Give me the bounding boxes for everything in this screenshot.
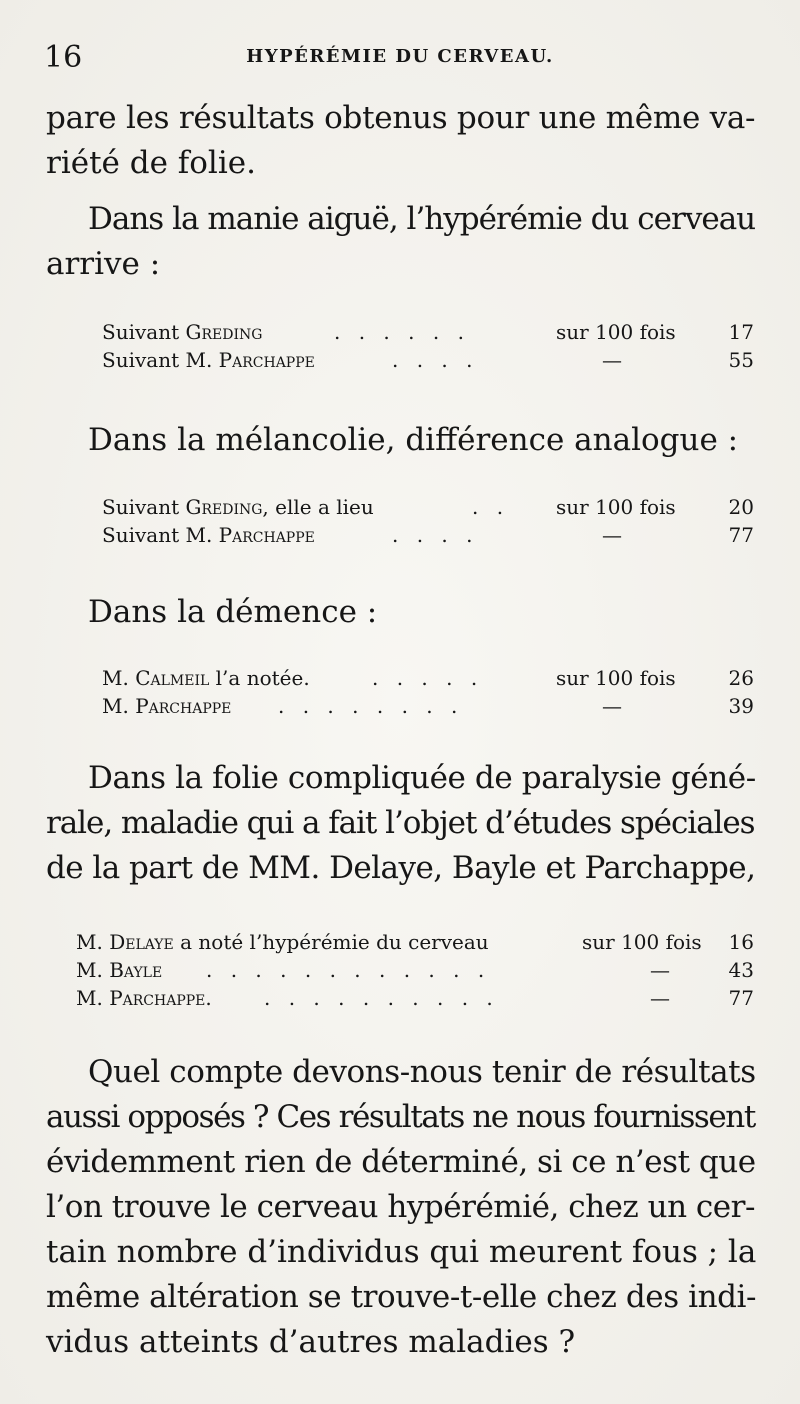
stats-demence (102, 664, 754, 720)
stat-row (102, 664, 754, 692)
text-line: l’on trouve le cerveau hypérémié, chez un cer- (46, 1189, 755, 1225)
stat-value: 55 (728, 348, 754, 372)
stat-rate: — (650, 986, 670, 1010)
text-line: Dans la mélancolie, différence analogue : (88, 422, 739, 458)
stat-label: Suivant M. Parchappe (102, 348, 315, 372)
text-line: riété de folie. (46, 145, 256, 181)
page-number: 16 (44, 40, 83, 75)
stats-paralysie (76, 928, 754, 1012)
stat-row (76, 984, 754, 1012)
stat-rate: sur 100 fois (556, 666, 676, 690)
stat-label: Suivant M. Parchappe (102, 523, 315, 547)
leader-dots: . . . . (392, 348, 479, 372)
text-line: Dans la folie compliquée de paralysie géné- (88, 760, 756, 796)
stat-rate: — (602, 694, 622, 718)
paragraph-paralysie (46, 756, 756, 891)
paragraph-melancolie (46, 418, 756, 463)
stat-value: 77 (728, 523, 754, 547)
paragraph-manie (46, 197, 756, 287)
page-header (44, 40, 756, 80)
stat-row (102, 318, 754, 346)
stat-value: 16 (728, 930, 754, 954)
text-line: Dans la démence : (88, 594, 378, 630)
text-line: tain nombre d’individus qui meurent fous ; la (46, 1234, 757, 1270)
text-line: arrive : (46, 246, 161, 282)
text-line: Dans la manie aiguë, l’hypérémie du cerveau (88, 201, 756, 237)
stat-rate: sur 100 fois (556, 320, 676, 344)
text-line: aussi opposés ? Ces résultats ne nous fournissent (46, 1099, 755, 1135)
text-line: de la part de MM. Delaye, Bayle et Parchappe, (46, 850, 756, 886)
stat-rate: — (602, 523, 622, 547)
text-line: rale, maladie qui a fait l’objet d’études spéciales (46, 805, 755, 841)
stat-value: 17 (728, 320, 754, 344)
stat-rate: sur 100 fois (556, 495, 676, 519)
stat-row (76, 956, 754, 984)
text-line: pare les résultats obtenus pour une même va- (46, 100, 756, 136)
stat-row (102, 493, 754, 521)
leader-dots: . . . . . (372, 666, 484, 690)
leader-dots: . . . . . . . . (278, 694, 464, 718)
stats-manie (102, 318, 754, 374)
leader-dots: . . . . (392, 523, 479, 547)
stat-value: 77 (728, 986, 754, 1010)
stat-label: M. Calmeil l’a notée. (102, 666, 310, 690)
leader-dots: . . . . . . . . . . . . (206, 958, 491, 982)
stat-label: M. Parchappe (102, 694, 232, 718)
stat-label: M. Bayle (76, 958, 163, 982)
text-line: vidus atteints d’autres maladies ? (46, 1324, 576, 1360)
stat-label: M. Delaye a noté l’hypérémie du cerveau (76, 930, 489, 954)
stat-rate: — (602, 348, 622, 372)
stat-row (102, 521, 754, 549)
stat-value: 43 (728, 958, 754, 982)
stat-label: Suivant Greding, elle a lieu (102, 495, 374, 519)
stats-melancolie (102, 493, 754, 549)
stat-value: 20 (728, 495, 754, 519)
leader-dots: . . . . . . . . . . (264, 986, 499, 1010)
text-line: évidemment rien de déterminé, si ce n’est que (46, 1144, 756, 1180)
stat-rate: — (650, 958, 670, 982)
leader-dots: . . (472, 495, 510, 519)
stat-row (76, 928, 754, 956)
leader-dots: . . . . . . (334, 320, 470, 344)
stat-row (102, 346, 754, 374)
text-line: Quel compte devons-nous tenir de résultats (88, 1054, 756, 1090)
stat-rate: sur 100 fois (582, 930, 702, 954)
paragraph-conclusion (46, 1050, 756, 1365)
running-title: HYPÉRÉMIE DU CERVEAU. (246, 46, 554, 67)
stat-label: M. Parchappe. (76, 986, 212, 1010)
stat-row (102, 692, 754, 720)
text-line: même altération se trouve-t-elle chez des indi- (46, 1279, 757, 1315)
stat-value: 39 (728, 694, 754, 718)
stat-label: Suivant Greding (102, 320, 263, 344)
paragraph-demence (46, 590, 756, 635)
paragraph-continuation (46, 96, 756, 186)
stat-value: 26 (728, 666, 754, 690)
